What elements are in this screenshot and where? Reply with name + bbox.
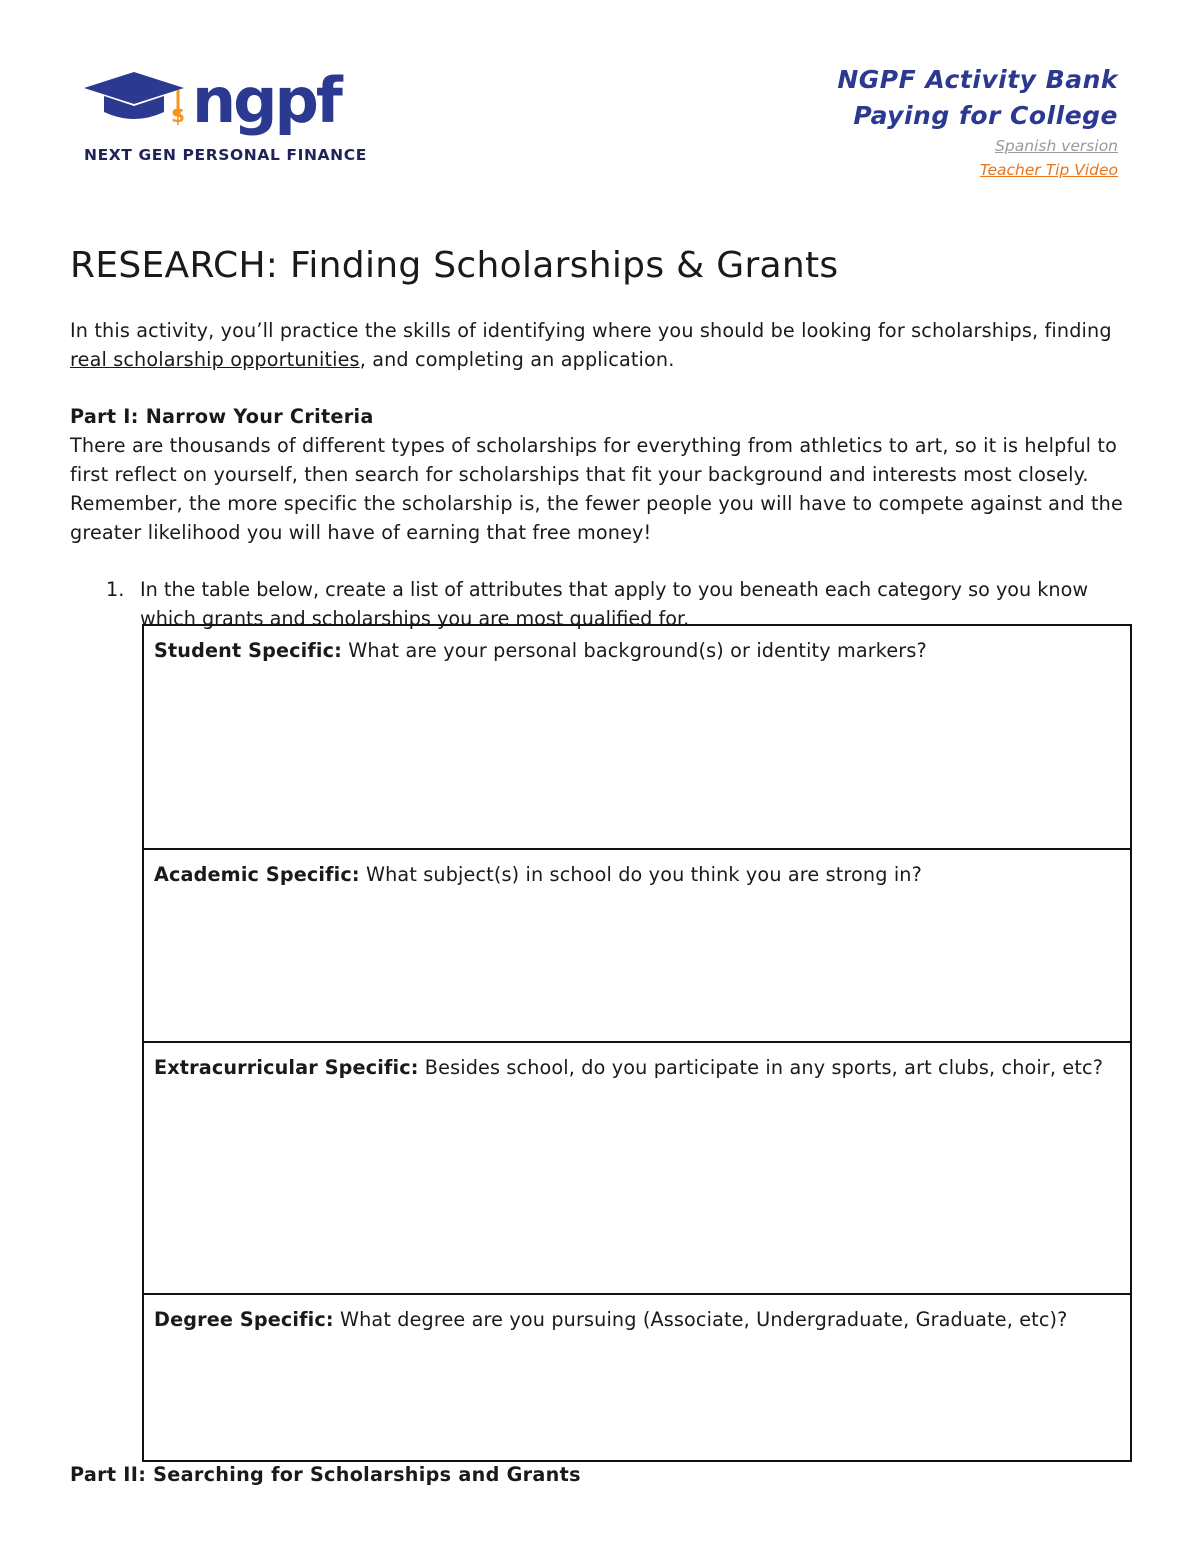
table-row <box>143 1294 1131 1461</box>
table-row <box>143 1042 1131 1294</box>
part2-heading: Part II: Searching for Scholarships and Grants <box>70 1463 581 1486</box>
table-row <box>143 625 1131 849</box>
header-right <box>837 62 1118 182</box>
svg-text:$: $ <box>171 103 185 127</box>
svg-text:ngpf: ngpf <box>192 64 340 137</box>
academic-specific-cell[interactable] <box>143 849 1131 1042</box>
student-specific-cell[interactable] <box>143 625 1131 849</box>
intro-text-start: In this activity, you’ll practice the skills of identifying where you should be looking for scholarships, finding <box>70 319 1112 342</box>
cell-label: Academic Specific: <box>154 863 360 886</box>
cell-prompt: What degree are you pursuing (Associate, Undergraduate, Graduate, etc)? <box>333 1308 1068 1331</box>
intro-paragraph <box>70 316 1130 374</box>
list-item-number: 1. <box>106 578 125 601</box>
graduation-cap-icon <box>82 60 382 140</box>
part1-heading: Part I: Narrow Your Criteria <box>70 405 374 428</box>
intro-text-end: , and completing an application. <box>359 348 675 371</box>
cell-label: Student Specific: <box>154 639 342 662</box>
table-row <box>143 849 1131 1042</box>
extracurricular-specific-cell[interactable] <box>143 1042 1131 1294</box>
cell-label: Degree Specific: <box>154 1308 334 1331</box>
degree-specific-cell[interactable] <box>143 1294 1131 1461</box>
part1-paragraph: There are thousands of different types of scholarships for everything from athletics to art, so it is helpful to first reflect on yourself, then search for scholarships that fit your background and interests most closely. Remember, the more specific the scholarship is, the fewer people you will have to compete against and the greater likelihood you will have of earning that free money! <box>70 434 1123 544</box>
teacher-tip-video-link[interactable]: Teacher Tip Video <box>979 161 1118 179</box>
unit-title: Paying for College <box>853 101 1118 130</box>
main-content <box>70 240 1130 633</box>
criteria-table <box>142 624 1132 1462</box>
cell-prompt: Besides school, do you participate in any sports, art clubs, choir, etc? <box>418 1056 1104 1079</box>
logo-tagline: NEXT GEN PERSONAL FINANCE <box>84 146 367 164</box>
scholarship-opportunities-link[interactable]: real scholarship opportunities <box>70 348 360 371</box>
cell-label: Extracurricular Specific: <box>154 1056 419 1079</box>
ngpf-logo[interactable] <box>82 60 382 170</box>
spanish-version-link[interactable]: Spanish version <box>995 137 1118 155</box>
cell-prompt: What are your personal background(s) or identity markers? <box>341 639 927 662</box>
list-item-text: In the table below, create a list of attributes that apply to you beneath each category so you know which grants and scholarships you are most qualified for. <box>140 578 1089 630</box>
document-title: RESEARCH: Finding Scholarships & Grants <box>70 245 839 286</box>
cell-prompt: What subject(s) in school do you think you are strong in? <box>359 863 922 886</box>
activity-bank-title: NGPF Activity Bank <box>837 65 1118 94</box>
